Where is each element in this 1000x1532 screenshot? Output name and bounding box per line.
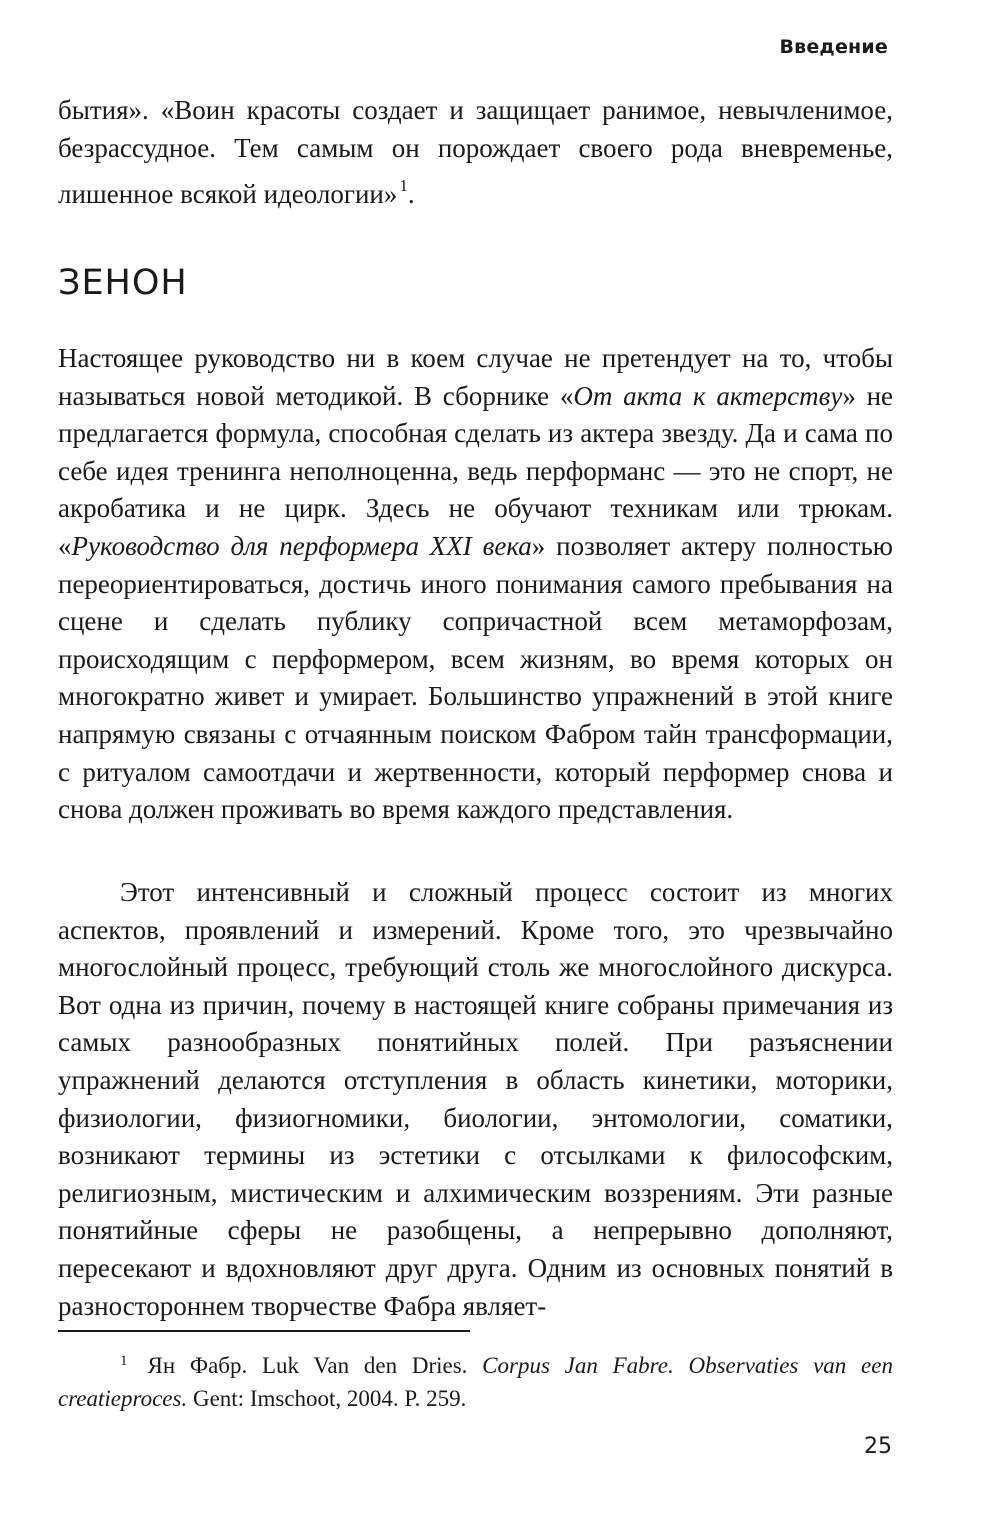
book-title-italic: От акта к актерству — [573, 380, 843, 411]
paragraph-1-part-2: » не предлагается формула, способная сделать из актера звезду. Да и сама по себе идея тренинга неполноценна, ведь перформанс — это не спорт, не акробатика и не цирк. Здесь не обучают техникам или трюкам. « — [58, 380, 894, 561]
lead-end-punctuation: . — [407, 179, 415, 210]
footnote — [58, 1345, 893, 1415]
footnote-marker: 1 — [120, 1353, 128, 1369]
running-head: Введение — [779, 36, 888, 58]
section-heading: ЗЕНОН — [58, 263, 188, 303]
footnote-divider — [58, 1330, 470, 1332]
page-number: 25 — [864, 1434, 892, 1459]
footnote-reference[interactable]: 1 — [399, 176, 408, 196]
paragraph-2: Этот интенсивный и сложный процесс состоит из многих аспектов, проявлений и измерений. Кроме того, это чрезвычайно многослойный процесс, требующий столь же многослойного дискурса. Вот одна из причин, почему в настоящей книге собраны примечания из самых разнообразных понятийных полей. При разъяснении упражнений делаются отступления в область кинетики, моторики, физиологии, физиогномики, биологии, энтомологии, соматики, возникают термины из эстетики с отсылками к философским, религиозным, мистическим и алхимическим воззрениям. Эти разные понятийные сферы не разобщены, а непрерывно дополняют, пересекают и вдохновляют друг друга. Одним из основных понятий в разностороннем творчестве Фабра являет- — [58, 877, 893, 1321]
paragraph-1-part-3: » позволяет актеру полностью переориентироваться, достичь иного понимания самого пребывания на сцене и сделать публику сопричастной всем метаморфозам, происходящим с перформером, всем жизням, во время которых он многократно живет и умирает. Большинство упражнений в этой книге напрямую связаны с отчаянным поиском Фабром тайн трансформации, с ритуалом самоотдачи и жертвенности, который перформер снова и снова должен проживать во время каждого представления. — [58, 530, 893, 825]
lead-text: бытия». «Воин красоты создает и защищает ранимое, невычленимое, безрассудное. Тем самым он порождает своего рода вневременье, лишенное всякой идеологии» — [58, 95, 893, 210]
footnote-authors: Ян Фабр. Luk Van den Dries. — [147, 1353, 483, 1378]
paragraph-1 — [58, 340, 893, 829]
footnote-publication: Gent: Imschoot, 2004. P. 259. — [187, 1386, 467, 1411]
footnote-title: Corpus Jan Fabre. Observaties van een creatieproces. — [58, 1353, 893, 1411]
lead-paragraph — [58, 92, 893, 214]
paragraph-1-part-1: Настоящее руководство ни в коем случае не претендует на то, чтобы называться новой методикой. В сборнике « — [58, 343, 893, 411]
guide-title-italic: Руководство для перформера XXI века — [71, 530, 532, 561]
